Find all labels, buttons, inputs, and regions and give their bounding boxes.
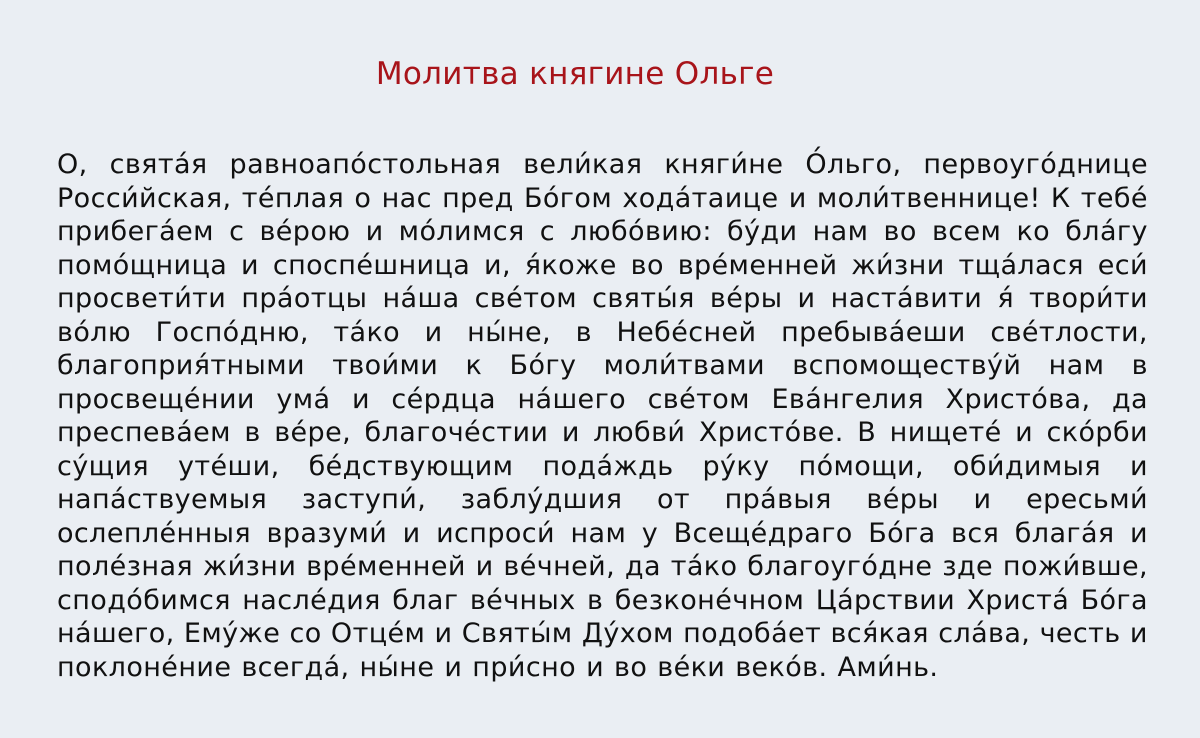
word: Ца́рствии bbox=[815, 584, 956, 616]
word: первоуго́днице bbox=[923, 149, 1148, 180]
word: и bbox=[797, 283, 816, 314]
word: со bbox=[289, 618, 322, 649]
word: помо́щница bbox=[57, 249, 228, 281]
word: ве́чных bbox=[469, 584, 576, 616]
word: жи́зни bbox=[851, 249, 945, 281]
word: све́тлости, bbox=[990, 316, 1148, 348]
word: вре́менней bbox=[306, 551, 466, 582]
word: твори́ти bbox=[1029, 283, 1148, 314]
word: безконе́чном bbox=[614, 584, 805, 616]
word: напа́ствуемыя bbox=[57, 484, 268, 515]
word: ко bbox=[1016, 216, 1051, 247]
word: ве́ки bbox=[657, 651, 726, 683]
text-line bbox=[57, 215, 1148, 249]
word: и bbox=[1130, 517, 1148, 549]
word: свята́я bbox=[109, 149, 208, 180]
word: благоуго́дне bbox=[747, 551, 933, 582]
word: ру́ку bbox=[702, 450, 770, 482]
word: ве́рою bbox=[259, 216, 351, 247]
word: и bbox=[788, 182, 807, 214]
word: о bbox=[354, 182, 372, 214]
word: Христа́ bbox=[966, 584, 1070, 616]
text-line bbox=[57, 483, 1148, 517]
word: просвети́ти bbox=[57, 283, 227, 314]
word: Росси́йская, bbox=[57, 182, 232, 214]
word: зде bbox=[942, 551, 994, 582]
word: и bbox=[434, 618, 453, 649]
word: ослепле́нныя bbox=[57, 517, 252, 549]
text-line bbox=[57, 249, 1148, 283]
word: та́ко bbox=[670, 551, 738, 582]
word: Бо́га bbox=[1080, 584, 1148, 616]
word: пода́ждь bbox=[542, 450, 674, 482]
word: пра́выя bbox=[724, 484, 832, 515]
word: по́мощи, bbox=[798, 450, 924, 482]
word: и bbox=[351, 383, 370, 415]
text-line bbox=[57, 383, 1148, 417]
word: Ева́нгелия bbox=[771, 383, 925, 415]
text-line bbox=[57, 148, 1148, 182]
word: благоче́стии bbox=[364, 417, 549, 448]
word: жи́зни bbox=[202, 551, 297, 582]
word: К bbox=[1050, 182, 1071, 214]
word: на́шего bbox=[517, 383, 627, 415]
word: О, bbox=[57, 149, 88, 180]
word: се́рдца bbox=[391, 383, 496, 415]
word: нас bbox=[381, 182, 432, 214]
word: во bbox=[630, 249, 664, 281]
text-line bbox=[57, 182, 1148, 216]
word: Ду́хом bbox=[581, 618, 674, 649]
word: и bbox=[973, 484, 992, 515]
word: заблу́дшия bbox=[460, 484, 623, 515]
word: прибега́ем bbox=[57, 216, 214, 247]
word: Ами́нь. bbox=[837, 651, 939, 683]
word: просвеще́нии bbox=[57, 383, 255, 415]
word: к bbox=[465, 350, 483, 381]
word: в bbox=[1131, 350, 1148, 381]
word: нам bbox=[1048, 350, 1105, 381]
word: Госпо́дню, bbox=[155, 316, 309, 348]
text-line bbox=[57, 517, 1148, 551]
word: тща́лася bbox=[958, 249, 1084, 281]
word: хода́таице bbox=[622, 182, 779, 214]
word: веко́в. bbox=[735, 651, 828, 683]
word: ны́не, bbox=[467, 316, 551, 348]
word: Христо́ва, bbox=[945, 383, 1091, 415]
word: благ bbox=[392, 584, 459, 616]
word: пребыва́еши bbox=[781, 316, 966, 348]
word: оби́димыя bbox=[952, 450, 1101, 482]
word: насле́дия bbox=[242, 584, 381, 616]
word: тебе́ bbox=[1080, 182, 1148, 214]
word: све́том bbox=[647, 383, 750, 415]
word: да bbox=[624, 551, 661, 582]
word: споспе́шница bbox=[272, 249, 471, 281]
word: я́коже bbox=[524, 249, 617, 281]
word: любви́ bbox=[593, 417, 686, 448]
word: и bbox=[1129, 618, 1148, 649]
word: в bbox=[244, 417, 261, 448]
word: бе́дствующим bbox=[308, 450, 514, 482]
word: заступи́, bbox=[301, 484, 427, 515]
text-line bbox=[57, 651, 1148, 685]
word: Небе́сней bbox=[616, 316, 757, 348]
word: и bbox=[424, 316, 443, 348]
word: на́ша bbox=[382, 283, 460, 314]
word: В bbox=[857, 417, 877, 448]
word: пра́отцы bbox=[241, 283, 368, 314]
word: и bbox=[586, 651, 605, 683]
word: Всеще́драго bbox=[673, 517, 853, 549]
word: ересьми́ bbox=[1026, 484, 1148, 515]
word: у bbox=[641, 517, 659, 549]
word: с bbox=[229, 216, 245, 247]
word: уте́ши, bbox=[178, 450, 280, 482]
word: вспомоществу́й bbox=[792, 350, 1022, 381]
word: во bbox=[614, 651, 648, 683]
word: вре́менней bbox=[677, 249, 838, 281]
text-line bbox=[57, 617, 1148, 651]
word: нищете́ bbox=[889, 417, 1002, 448]
word: при́сно bbox=[472, 651, 577, 683]
word: вразуми́ bbox=[266, 517, 388, 549]
word: я́ bbox=[997, 283, 1014, 314]
prayer-text bbox=[57, 148, 1148, 684]
word: и bbox=[365, 216, 384, 247]
word: Бо́гу bbox=[509, 350, 577, 381]
word: ве́чней, bbox=[503, 551, 616, 582]
word: испроси́ bbox=[436, 517, 555, 549]
text-line bbox=[57, 550, 1148, 584]
word: блага́я bbox=[1014, 517, 1115, 549]
word: Святы́м bbox=[461, 618, 573, 649]
word: поклоне́ние bbox=[57, 651, 232, 683]
word: све́том bbox=[474, 283, 578, 314]
word: нам bbox=[570, 517, 627, 549]
word: поле́зная bbox=[57, 551, 194, 582]
word: и bbox=[241, 249, 259, 281]
word: те́плая bbox=[241, 182, 345, 214]
word: всем bbox=[931, 216, 1002, 247]
text-line bbox=[57, 316, 1148, 350]
word: и bbox=[475, 551, 494, 582]
word: благоприя́тными bbox=[57, 350, 305, 381]
word: от bbox=[656, 484, 690, 515]
word: ве́ры bbox=[709, 283, 783, 314]
word: твои́ми bbox=[332, 350, 439, 381]
text-line bbox=[57, 450, 1148, 484]
prayer-title: Молитва княгине Ольге bbox=[375, 56, 775, 92]
word: подоба́ет bbox=[683, 618, 822, 649]
word: бла́гу bbox=[1065, 216, 1148, 247]
word: на́шего, bbox=[57, 618, 175, 649]
word: Отце́м bbox=[330, 618, 426, 649]
word: вся́кая bbox=[830, 618, 929, 649]
word: с bbox=[539, 216, 556, 247]
word: Бо́га bbox=[868, 517, 936, 549]
word: мо́лимся bbox=[398, 216, 525, 247]
word: моли́твеннице! bbox=[816, 182, 1041, 214]
word: ума́ bbox=[276, 383, 331, 415]
word: О́льго, bbox=[805, 149, 902, 180]
word: в bbox=[587, 584, 604, 616]
word: ве́ры bbox=[866, 484, 939, 515]
word: честь bbox=[1039, 618, 1121, 649]
word: ве́ре, bbox=[274, 417, 352, 448]
word: пред bbox=[442, 182, 514, 214]
word: сподо́бимся bbox=[57, 584, 231, 616]
word: Ему́же bbox=[183, 618, 281, 649]
word: наста́вити bbox=[830, 283, 983, 314]
word: княги́не bbox=[664, 149, 784, 180]
word: преспева́ем bbox=[57, 417, 231, 448]
word: и bbox=[561, 417, 580, 448]
word: Христо́ве. bbox=[698, 417, 844, 448]
word: та́ко bbox=[333, 316, 401, 348]
word: ны́не bbox=[359, 651, 435, 683]
word: и, bbox=[484, 249, 511, 281]
word: во bbox=[883, 216, 917, 247]
word: су́щия bbox=[57, 450, 150, 482]
word: и bbox=[1015, 417, 1034, 448]
word: еси́ bbox=[1097, 249, 1148, 281]
word: да bbox=[1111, 383, 1148, 415]
word: во́лю bbox=[57, 316, 132, 348]
word: и bbox=[402, 517, 421, 549]
word: моли́твами bbox=[603, 350, 765, 381]
text-line bbox=[57, 349, 1148, 383]
word: Бо́гом bbox=[523, 182, 613, 214]
word: святы́я bbox=[592, 283, 695, 314]
word: вели́кая bbox=[523, 149, 643, 180]
word: и bbox=[1129, 450, 1148, 482]
word: и bbox=[444, 651, 463, 683]
word: всегда́, bbox=[241, 651, 350, 683]
text-line bbox=[57, 416, 1148, 450]
word: пожи́вше, bbox=[1002, 551, 1148, 582]
word: вся bbox=[951, 517, 1000, 549]
word: ско́рби bbox=[1046, 417, 1148, 448]
word: бу́ди bbox=[727, 216, 798, 247]
word: нам bbox=[812, 216, 869, 247]
word: равноапо́стольная bbox=[229, 149, 502, 180]
word: сла́ва, bbox=[938, 618, 1031, 649]
word: в bbox=[575, 316, 592, 348]
word: любо́вию: bbox=[570, 216, 712, 247]
text-line bbox=[57, 282, 1148, 316]
text-line bbox=[57, 584, 1148, 618]
